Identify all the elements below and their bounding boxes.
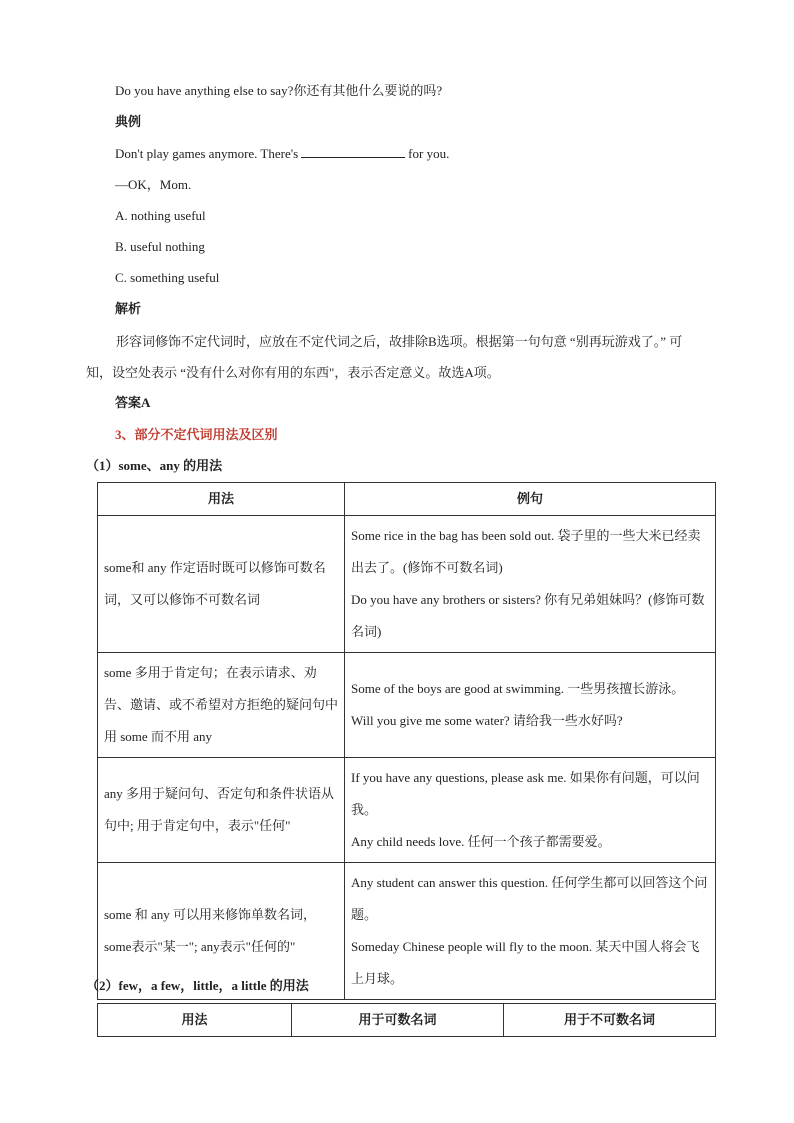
stem-after: for you. <box>408 146 450 161</box>
example-sentence: Some rice in the bag has been sold out. 袋子里的一些大米已经卖出去了。(修饰不可数名词) <box>351 528 701 575</box>
stem-before: Don't play games anymore. There's <box>115 146 299 161</box>
header-countable: 用于可数名词 <box>292 1004 504 1037</box>
example-sentence: Any child needs love. 任何一个孩子都需要爱。 <box>351 834 611 849</box>
table-row <box>98 758 716 863</box>
reply-line: —OK，Mom. <box>115 177 192 192</box>
usage-cell: some和 any 作定语时既可以修饰可数名词，又可以修饰不可数名词 <box>98 516 345 653</box>
header-uncountable: 用于不可数名词 <box>504 1004 716 1037</box>
some-any-table <box>97 482 716 1000</box>
table-header-row <box>98 1004 716 1037</box>
usage-cell: any 多用于疑问句、否定句和条件状语从句中; 用于肯定句中，表示"任何" <box>98 758 345 863</box>
table-row <box>98 653 716 758</box>
analysis-label: 解析 <box>115 301 142 316</box>
example-sentence: Will you give me some water? 请给我一些水好吗? <box>351 713 623 728</box>
few-little-table <box>97 1003 716 1037</box>
example-label: 典例 <box>115 114 142 129</box>
section-heading: 3、部分不定代词用法及区别 <box>115 427 278 442</box>
header-example: 例句 <box>345 483 716 516</box>
fill-blank <box>301 145 405 158</box>
answer-line: 答案A <box>115 395 151 410</box>
example-cell <box>345 863 716 1000</box>
usage-cell: some 多用于肯定句；在表示请求、劝告、邀请、或不希望对方拒绝的疑问句中用 some 而不用 any <box>98 653 345 758</box>
option-b: B. useful nothing <box>115 239 205 254</box>
example-sentence: Do you have any brothers or sisters? 你有兄弟姐妹吗？(修饰可数名词) <box>351 592 705 639</box>
example-cell <box>345 653 716 758</box>
usage-cell: some 和 any 可以用来修饰单数名词，some表示"某一"; any表示"任何的" <box>98 863 345 1000</box>
table-row <box>98 516 716 653</box>
subheading-some-any: （1）some、any 的用法 <box>86 458 223 473</box>
option-c: C. something useful <box>115 270 220 285</box>
example-sentence: Someday Chinese people will fly to the moon. 某天中国人将会飞上月球。 <box>351 939 700 986</box>
question-line: Do you have anything else to say?你还有其他什么要说的吗? <box>115 83 443 98</box>
example-cell <box>345 516 716 653</box>
example-stem <box>115 145 449 163</box>
example-sentence: Any student can answer this question. 任何学生都可以回答这个问题。 <box>351 875 708 922</box>
table-header-row <box>98 483 716 516</box>
example-sentence: Some of the boys are good at swimming. 一些男孩擅长游泳。 <box>351 681 685 696</box>
header-usage: 用法 <box>98 483 345 516</box>
subheading-few-little: （2）few，a few，little，a little 的用法 <box>86 978 309 993</box>
header-usage: 用法 <box>98 1004 292 1037</box>
example-sentence: If you have any questions, please ask me. 如果你有问题，可以问我。 <box>351 770 700 817</box>
analysis-text: 形容词修饰不定代词时，应放在不定代词之后，故排除B选项。根据第一句句意 “别再玩游戏了。” 可知，设空处表示 “没有什么对你有用的东西"，表示否定意义。故选A项。 <box>86 334 683 380</box>
example-cell <box>345 758 716 863</box>
option-a: A. nothing useful <box>115 208 206 223</box>
